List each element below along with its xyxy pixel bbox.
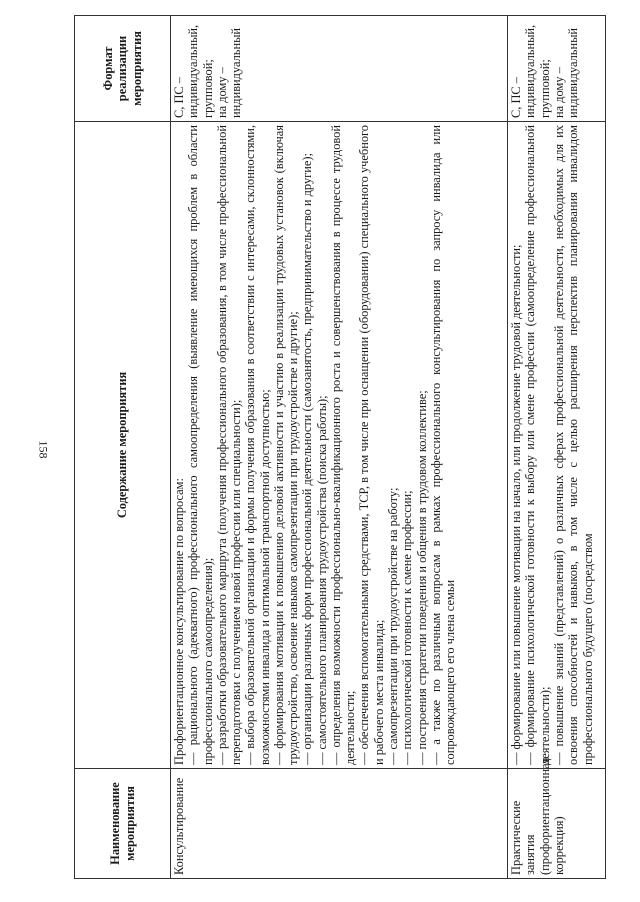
activity-content-cell (508, 122, 606, 769)
rotated-table-frame (74, 16, 606, 879)
content-item: — обеспечения вспомогательными средствами, ТСР, в том числе при оснащении (оборудовании) специального учебного и рабочего места инвалида; (357, 125, 386, 765)
activity-format-cell (171, 16, 508, 122)
format-line: индивидуальный, групповой; (523, 24, 552, 118)
content-item: — самопрезентации при трудоустройстве на работу; (385, 487, 400, 765)
format-line: на дому – (214, 67, 229, 118)
content-item: — выбора образовательной организации и формы получения образования в соответствии с интересами, склонностями, возможностями инвалида и оптимальной транспортной доступностью; (243, 125, 272, 765)
content-item: — формирование или повышение мотивации на начало, или продолжение трудовой деятельности; (509, 244, 524, 765)
content-item: — построения стратегии поведения и общения в трудовом коллективе; (414, 390, 429, 765)
format-line: С, ПС – (172, 77, 186, 118)
content-item: — формирование психологической готовности к выбору или смене профессии (самоопределение профессиональной деятельности); (523, 125, 552, 765)
format-line: индивидуальный (229, 27, 244, 118)
content-item: — самостоятельного планирования трудоустройства (поиска работы); (314, 395, 329, 765)
activity-name-cell: Консультирование (171, 769, 508, 879)
content-item: — а также по различным вопросам в рамках профессионального консультирования по запросу инвалида или сопровождающего его члена семьи (428, 125, 458, 765)
header-content: Содержание мероприятия (75, 122, 171, 769)
table-row (171, 16, 508, 879)
format-line: индивидуальный (566, 27, 581, 118)
content-intro: Профориентационное консультирование по вопросам: (172, 478, 186, 765)
activity-content-cell (171, 122, 508, 769)
header-name: Наименование мероприятия (75, 769, 171, 879)
content-item: — формирования мотивации к повышению деловой активности и участию в реализации трудовых установок (включая трудоустройство, освоение навыков самопрезентации при трудоустройстве и другие); (271, 125, 301, 765)
format-line: на дому – (551, 67, 566, 118)
content-item: — психологической готовности к смене профессии; (400, 490, 415, 765)
content-item: — определения возможности профессионально-квалификационного роста и совершенствования в процессе трудовой деятельности; (328, 125, 358, 765)
page-number: 158 (36, 440, 51, 459)
format-line: С, ПС – (509, 77, 524, 118)
content-item: — разработки образовательного маршрута (получения профессионального образования, в том числе профессиональной переподготовки с получением новой профессии или специальности); (214, 125, 244, 765)
activity-format-cell (508, 16, 606, 122)
content-item: — рационального (адекватного) профессионального самоопределения (выявление имеющихся проблем в области профессионального самоопределения); (186, 125, 215, 765)
content-item: — организации различных форм профессиональной деятельности (самозанятость, предпринимательство и другие); (300, 153, 315, 765)
table-header-row (75, 16, 171, 879)
activity-name-cell: Практические занятия (профориентационная коррекция) (508, 769, 606, 879)
format-line: индивидуальный, групповой; (186, 24, 215, 118)
header-format: Формат реализации мероприятия (75, 16, 171, 122)
activities-table (74, 15, 606, 879)
table-row (508, 16, 606, 879)
content-item: — повышение знаний (представлений) о различных сферах профессиональной деятельности, необходимых для их освоения способностей и навыков, в том числе с целью расширения перспектив планирования инвалидом профессионального будущего (посредством (551, 125, 595, 765)
